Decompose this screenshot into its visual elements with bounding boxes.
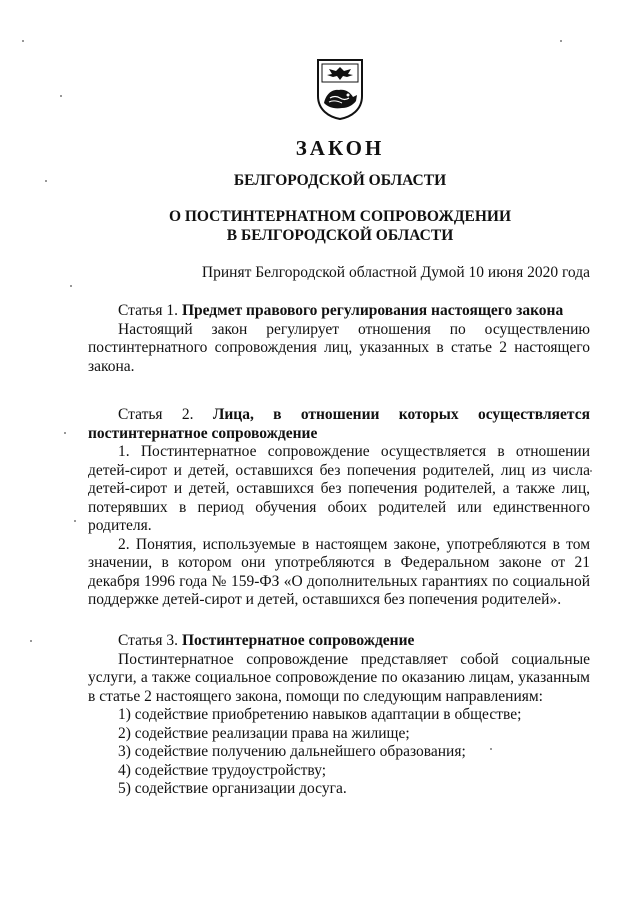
article-1 <box>88 302 590 376</box>
scan-speck <box>30 640 32 642</box>
article-2-heading <box>88 406 590 443</box>
article-3-number: Статья 3. <box>118 632 179 649</box>
list-item: 4) содействие трудоустройству; <box>118 761 327 779</box>
article-3-title: Постинтернатное сопровождение <box>181 632 415 649</box>
article-2-title: Лица, в отношении которых осуществляется постинтернатное сопровождение <box>88 406 590 442</box>
scan-speck <box>490 748 492 750</box>
article-3 <box>88 632 590 799</box>
list-item: 3) содействие получению дальнейшего образования; <box>118 743 466 760</box>
list-item: 5) содействие организации досуга. <box>118 780 347 797</box>
scan-speck <box>560 40 562 42</box>
law-subject-line-1: О ПОСТИНТЕРНАТНОМ СОПРОВОЖДЕНИИ <box>168 208 512 225</box>
article-3-paragraph-1: Постинтернатное сопровождение представляет собой социальные услуги, а также социальное сопровождение по оказанию лицам, указанным в статье 2 настоящего закона, помощи по следующим направлениям: <box>88 650 590 705</box>
coat-of-arms-icon <box>315 58 365 120</box>
list-item: 1) содействие приобретению навыков адаптации в обществе; <box>118 706 522 723</box>
law-title: ЗАКОН <box>295 136 385 160</box>
law-subject-line-2: В БЕЛГОРОДСКОЙ ОБЛАСТИ <box>226 227 454 244</box>
article-1-heading <box>88 302 590 321</box>
article-2-paragraph-2: 2. Понятия, используемые в настоящем законе, употребляются в том значении, в котором они употребляются в Федеральном законе от 21 декабря 1996 года № 159-ФЗ «О дополнительных гарантиях по социальной поддержке детей-сирот и детей, оставшихся без попечения родителей». <box>88 535 590 608</box>
scan-speck <box>590 470 592 472</box>
article-3-heading <box>88 632 590 651</box>
list-item: 2) содействие реализации права на жилище; <box>118 724 410 742</box>
scan-speck <box>22 40 24 42</box>
article-2 <box>88 406 590 610</box>
adoption-note: Принят Белгородской областной Думой 10 июня 2020 года <box>201 264 590 281</box>
law-region: БЕЛГОРОДСКОЙ ОБЛАСТИ <box>233 172 447 189</box>
article-2-number: Статья 2. <box>118 406 194 423</box>
scan-speck <box>45 180 47 182</box>
article-1-number: Статья 1. <box>118 302 179 319</box>
scan-speck <box>60 95 62 97</box>
article-1-title: Предмет правового регулирования настоящего закона <box>181 302 564 319</box>
law-subject <box>0 207 640 245</box>
scan-speck <box>74 520 76 522</box>
article-1-paragraph-1: Настоящий закон регулирует отношения по осуществлению постинтернатного сопровождения лиц, указанных в статье 2 настоящего закона. <box>88 320 590 375</box>
article-2-paragraph-1: 1. Постинтернатное сопровождение осуществляется в отношении детей-сирот и детей, оставшихся без попечения родителей, лиц из числа детей-сирот и детей, оставшихся без попечения родителей, а также лиц, потерявших в период обучения обоих родителей или единственного родителя. <box>88 443 590 534</box>
scan-speck <box>64 432 66 434</box>
scan-speck <box>70 285 72 287</box>
